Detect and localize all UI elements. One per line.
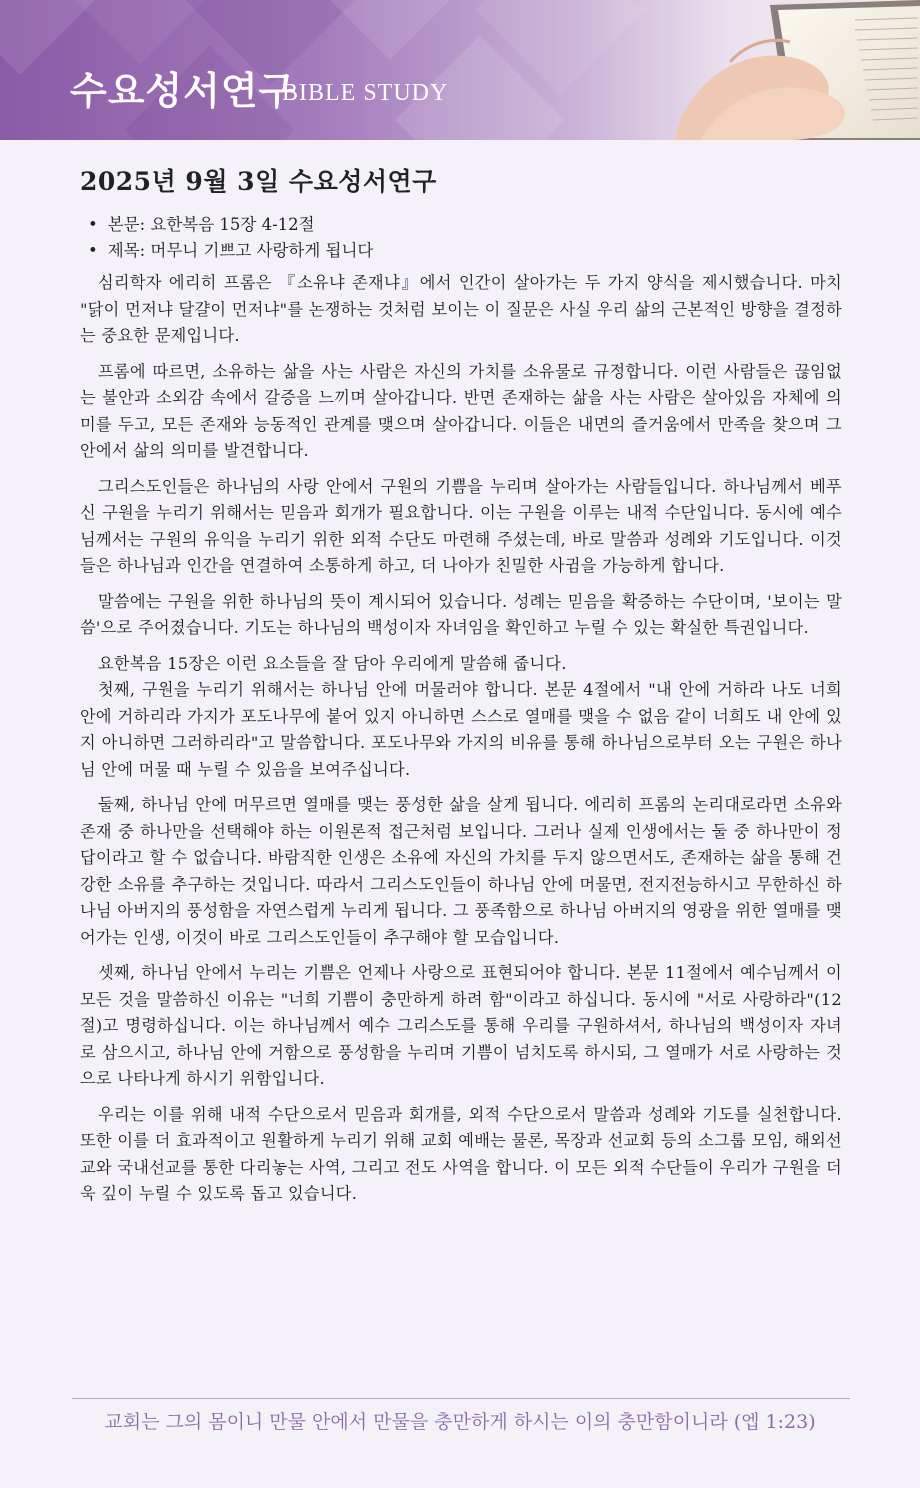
paragraph: 그리스도인들은 하나님의 사랑 안에서 구원의 기쁨을 누리며 살아가는 사람들입니다. 하나님께서 베푸신 구원을 누리기 위해서는 믿음과 회개가 필요합니다. 이는 구원을 이루는 내적 수단입니다. 동시에 예수님께서는 구원의 유익을 누리기 위한 외적 수단도 마련해 주셨는데, 바로 말씀과 성례와 기도입니다. 이것들은 하나님과 인간을 연결하여 소통하게 하고, 더 나아가 친밀한 사귐을 가능하게 합니다. xyxy=(80,476,842,575)
paragraph: 둘째, 하나님 안에 머무르면 열매를 맺는 풍성한 삶을 살게 됩니다. 에리히 프롬의 논리대로라면 소유와 존재 중 하나만을 선택해야 하는 이원론적 접근처럼 보입니다. 그러나 실제 인생에서는 둘 중 하나만이 정답이라고 할 수 없습니다. 바람직한 인생은 소유에 자신의 가치를 두지 않으면서도, 존재하는 삶을 통해 건강한 소유를 추구하는 것입니다. 따라서 그리스도인들이 하나님 안에 머물면, 전지전능하시고 무한하신 하나님 아버지의 풍성함을 자연스럽게 누리게 됩니다. 그 풍족함으로 하나님 아버지의 영광을 위한 열매를 맺어가는 인생, 이것이 바로 그리스도인들이 추구해야 할 모습입니다. xyxy=(80,795,842,947)
footer-divider xyxy=(72,1398,850,1399)
paragraph: 우리는 이를 위해 내적 수단으로서 믿음과 회개를, 외적 수단으로서 말씀과 성례와 기도를 실천합니다. 또한 이를 더 효과적이고 원활하게 누리기 위해 교회 예배는 물론, 목장과 선교회 등의 소그룹 모임, 해외선교와 국내선교를 통한 다리놓는 사역, 그리고 전도 사역을 합니다. 이 모든 외적 수단들이 우리가 구원을 더욱 깊이 누릴 수 있도록 돕고 있습니다. xyxy=(80,1104,842,1203)
article xyxy=(80,162,842,1217)
header-banner xyxy=(0,0,920,140)
article-body xyxy=(80,270,842,1208)
paragraph: 요한복음 15장은 이런 요소들을 잘 담아 우리에게 말씀해 줍니다. xyxy=(98,653,567,673)
paragraph: 말씀에는 구원을 위한 하나님의 뜻이 계시되어 있습니다. 성례는 믿음을 확증하는 수단이며, '보이는 말씀'으로 주어졌습니다. 기도는 하나님의 백성이자 자녀임을 확인하고 누릴 수 있는 확실한 특권입니다. xyxy=(80,591,842,637)
page-title: 2025년 9월 3일 수요성서연구 xyxy=(80,167,437,196)
paragraph: 첫째, 구원을 누리기 위해서는 하나님 안에 머물러야 합니다. 본문 4절에서 "내 안에 거하라 나도 너희 안에 거하리라 가지가 포도나무에 붙어 있지 아니하면 스스로 열매를 맺을 수 없음 같이 너희도 내 안에 있지 아니하면 그러하리라"고 말씀합니다. 포도나무와 가지의 비유를 통해 하나님으로부터 오는 구원은 하나님 안에 머물 때 누릴 수 있음을 보여주십니다. xyxy=(80,680,842,779)
bible-hands-illustration xyxy=(620,0,920,140)
sermon-subject: • 제목: 머무니 기쁘고 사랑하게 됩니다 xyxy=(80,238,842,264)
scripture-meta xyxy=(80,212,842,264)
banner-title: 수요성서연구 xyxy=(70,69,297,113)
banner-subtitle: BIBLE STUDY xyxy=(282,80,449,106)
footer-verse: 교회는 그의 몸이니 만물 안에서 만물을 충만하게 하시는 이의 충만함이니라 (엡 1:23) xyxy=(104,1411,816,1433)
paragraph: 셋째, 하나님 안에서 누리는 기쁨은 언제나 사랑으로 표현되어야 합니다. 본문 11절에서 예수님께서 이 모든 것을 말씀하신 이유는 "너희 기쁨이 충만하게 하려 함"이라고 하십니다. 동시에 "서로 사랑하라"(12절)고 명령하십니다. 이는 하나님께서 예수 그리스도를 통해 우리를 구원하셔서, 하나님의 백성이자 자녀로 삼으시고, 하나님 안에 거함으로 풍성함을 누리며 기쁨이 넘치도록 하시되, 그 열매가 서로 사랑하는 것으로 나타나게 하시기 위함입니다. xyxy=(80,963,842,1088)
scripture-reference: • 본문: 요한복음 15장 4-12절 xyxy=(80,212,842,238)
paragraph: 심리학자 에리히 프롬은 『소유냐 존재냐』에서 인간이 살아가는 두 가지 양식을 제시했습니다. 마치 "닭이 먼저냐 달걀이 먼저냐"를 논쟁하는 것처럼 보이는 이 질문은 사실 우리 삶의 근본적인 방향을 결정하는 중요한 문제입니다. xyxy=(80,273,842,345)
paragraph: 프롬에 따르면, 소유하는 삶을 사는 사람은 자신의 가치를 소유물로 규정합니다. 이런 사람들은 끊임없는 불안과 소외감 속에서 갈증을 느끼며 살아갑니다. 반면 존재하는 삶을 사는 사람은 살아있음 자체에 의미를 두고, 모든 존재와 능동적인 관계를 맺으며 살아갑니다. 이들은 내면의 즐거움에서 만족을 찾으며 그 안에서 삶의 의미를 발견합니다. xyxy=(80,361,842,460)
